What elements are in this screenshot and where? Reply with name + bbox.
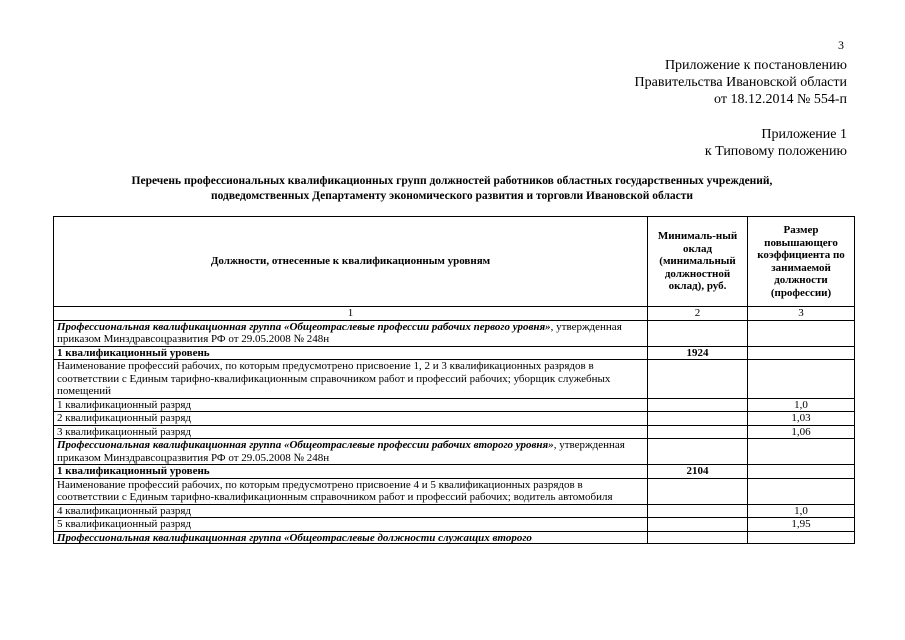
grade-name: 1 квалификационный разряд (54, 398, 648, 412)
grade-coefficient: 1,03 (748, 412, 855, 426)
approval-line: Приложение к постановлению (664, 58, 847, 73)
empty-cell (748, 346, 855, 360)
appendix-block (705, 126, 847, 160)
empty-cell (748, 531, 855, 543)
title-line: Перечень профессиональных квалификационных групп должностей работников областных государственных учреждений, (131, 175, 773, 187)
appendix-line: к Типовому положению (704, 144, 847, 159)
approval-line: Правительства Ивановской области (634, 75, 847, 90)
grade-coefficient: 1,0 (748, 398, 855, 412)
header-coefficient: Размер повышающего коэффициента по занимаемой должности (профессии) (748, 217, 855, 307)
grade-row (54, 425, 855, 439)
group-title (54, 531, 648, 543)
page-number: 3 (838, 38, 844, 52)
group-title-row (54, 531, 855, 543)
empty-cell (648, 478, 748, 504)
grade-name: 4 квалификационный разряд (54, 504, 648, 518)
column-number: 1 (54, 307, 648, 321)
empty-cell (648, 425, 748, 439)
approval-line: от 18.12.2014 № 554-п (714, 92, 847, 107)
grade-row (54, 518, 855, 532)
group-name: Профессиональная квалификационная группа «Общеотраслевые профессии рабочих второго уровня» (57, 439, 554, 451)
header-positions: Должности, отнесенные к квалификационным уровням (54, 217, 648, 307)
min-salary: 2104 (648, 465, 748, 479)
empty-cell (748, 360, 855, 399)
empty-cell (648, 439, 748, 465)
grade-row (54, 504, 855, 518)
grade-coefficient: 1,95 (748, 518, 855, 532)
empty-cell (748, 478, 855, 504)
grade-coefficient: 1,0 (748, 504, 855, 518)
grade-row (54, 398, 855, 412)
document-title (60, 174, 844, 204)
level-name: 1 квалификационный уровень (54, 465, 648, 479)
group-name: Профессиональная квалификационная группа «Общеотраслевые профессии рабочих первого уровня» (57, 320, 551, 333)
level-row (54, 346, 855, 360)
empty-cell (648, 360, 748, 399)
header-row (54, 217, 855, 307)
level-row (54, 465, 855, 479)
grade-coefficient: 1,06 (748, 425, 855, 439)
empty-cell (648, 518, 748, 532)
group-title (54, 320, 648, 346)
empty-cell (748, 320, 855, 346)
grade-row (54, 412, 855, 426)
group-title-row (54, 439, 855, 465)
group-name: Профессиональная квалификационная группа «Общеотраслевые должности служащих второго (57, 531, 532, 543)
description-row (54, 360, 855, 399)
column-number-row (54, 307, 855, 321)
empty-cell (748, 439, 855, 465)
group-title (54, 439, 648, 465)
title-line: подведомственных Департаменту экономического развития и торговли Ивановской области (210, 190, 694, 202)
group-order: , утвержденная приказом Минздравсоцразвития РФ от 29.05.2008 № 248н (57, 439, 625, 464)
approval-block (635, 57, 847, 108)
grade-name: 2 квалификационный разряд (54, 412, 648, 426)
profession-description: Наименование профессий рабочих, по которым предусмотрено присвоение 1, 2 и 3 квалификационных разрядов в соответствии с Единым тарифно-квалификационным справочником работ и профессий рабочих; уборщик служебных помещений (54, 360, 648, 399)
description-row (54, 478, 855, 504)
appendix-line: Приложение 1 (761, 127, 847, 142)
profession-description: Наименование профессий рабочих, по которым предусмотрено присвоение 4 и 5 квалификационных разрядов в соответствии с Единым тарифно-квалификационным справочником работ и профессий рабочих; водитель автомобиля (54, 478, 648, 504)
empty-cell (648, 531, 748, 543)
empty-cell (748, 465, 855, 479)
header-min-salary: Минималь-ный оклад (минимальный должностной оклад), руб. (648, 217, 748, 307)
column-number: 3 (748, 307, 855, 321)
column-number: 2 (648, 307, 748, 321)
group-title-row (54, 320, 855, 346)
empty-cell (648, 398, 748, 412)
empty-cell (648, 320, 748, 346)
grade-name: 3 квалификационный разряд (54, 425, 648, 439)
group-order: , утвержденная приказом Минздравсоцразвития РФ от 29.05.2008 № 248н (57, 320, 622, 345)
level-name: 1 квалификационный уровень (54, 346, 648, 360)
grade-name: 5 квалификационный разряд (54, 518, 648, 532)
qualification-table (53, 216, 855, 544)
empty-cell (648, 504, 748, 518)
min-salary: 1924 (648, 346, 748, 360)
empty-cell (648, 412, 748, 426)
